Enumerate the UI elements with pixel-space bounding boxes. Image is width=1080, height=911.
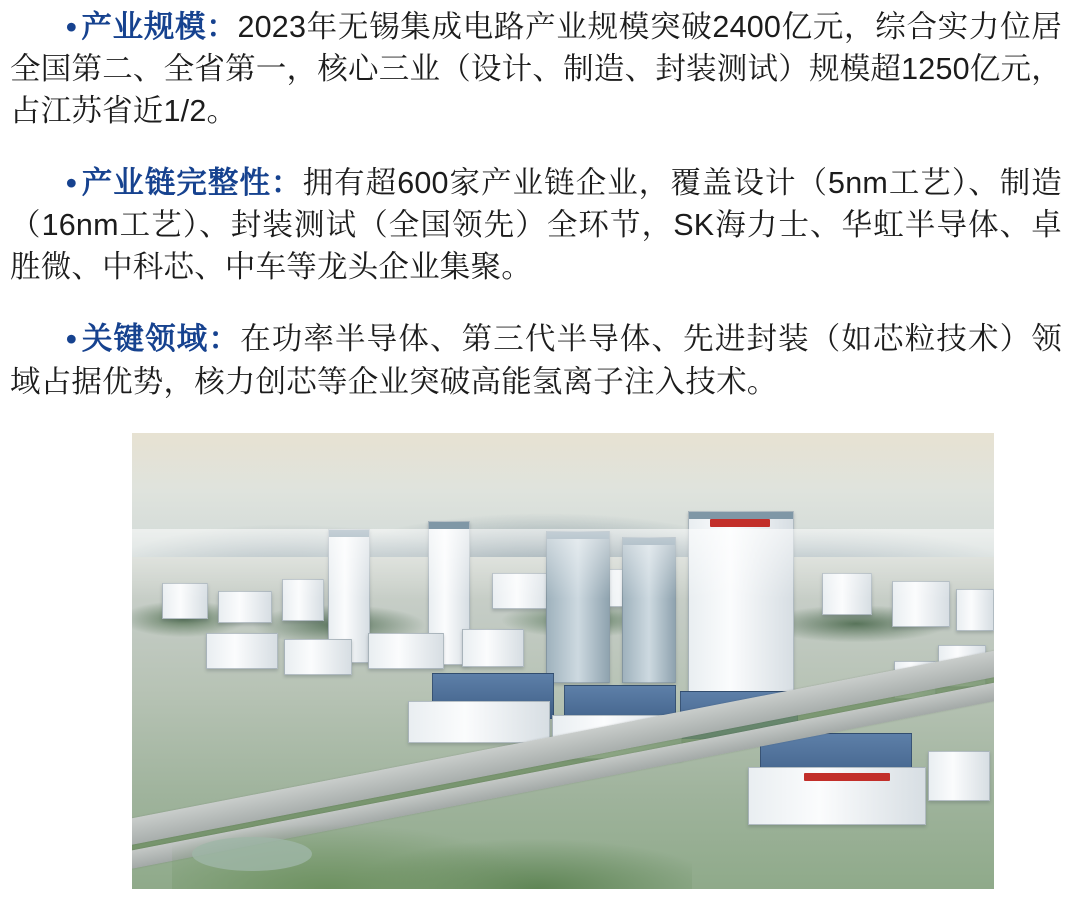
photo-facade-sign [804, 773, 890, 781]
bullet-marker-icon: • [66, 322, 77, 357]
photo-building [408, 701, 550, 743]
photo-building [162, 583, 208, 619]
photo-tower [622, 537, 676, 683]
bullet-item-1 [10, 6, 1062, 132]
text-content [0, 0, 1080, 403]
photo-building [218, 591, 272, 623]
aerial-city-photo [132, 433, 994, 889]
photo-building [492, 573, 554, 609]
photo-building [928, 751, 990, 801]
bullet-text-3: 在功率半导体、第三代半导体、先进封装（如芯粒技术）领域占据优势，核力创芯等企业突破高能氢离子注入技术。 [10, 322, 1062, 399]
photo-main-tower [688, 511, 794, 703]
photo-building [892, 581, 950, 627]
bullet-marker-icon: • [66, 166, 77, 201]
bullet-text-1: 2023年无锡集成电路产业规模突破2400亿元，综合实力位居全国第二、全省第一，核心三业（设计、制造、封装测试）规模超1250亿元，占江苏省近1/2。 [10, 10, 1062, 129]
bullet-marker-icon: • [66, 10, 77, 44]
photo-park [172, 769, 692, 889]
bullet-colon-3: ： [208, 322, 241, 357]
photo-rooftop-sign [710, 519, 770, 527]
photo-container [0, 433, 1080, 889]
photo-tower [546, 531, 610, 683]
bullet-colon-1: ： [206, 10, 238, 44]
photo-building [206, 633, 278, 669]
bullet-item-3 [10, 318, 1062, 402]
bullet-colon-2: ： [271, 166, 303, 201]
photo-pond [192, 837, 312, 871]
photo-building [822, 573, 872, 615]
bullet-item-2 [10, 162, 1062, 288]
photo-building [368, 633, 444, 669]
photo-building [462, 629, 524, 667]
photo-building [956, 589, 994, 631]
bullet-lead-2: 产业链完整性 [80, 166, 272, 201]
bullet-lead-1: 产业规模 [80, 10, 207, 44]
bullet-lead-3: 关键领域 [80, 322, 209, 357]
photo-building [282, 579, 324, 621]
photo-building [284, 639, 352, 675]
bullet-text-2: 拥有超600家产业链企业，覆盖设计（5nm工艺）、制造（16nm工艺）、封装测试（全国领先）全环节，SK海力士、华虹半导体、卓胜微、中科芯、中车等龙头企业集聚。 [10, 166, 1063, 285]
